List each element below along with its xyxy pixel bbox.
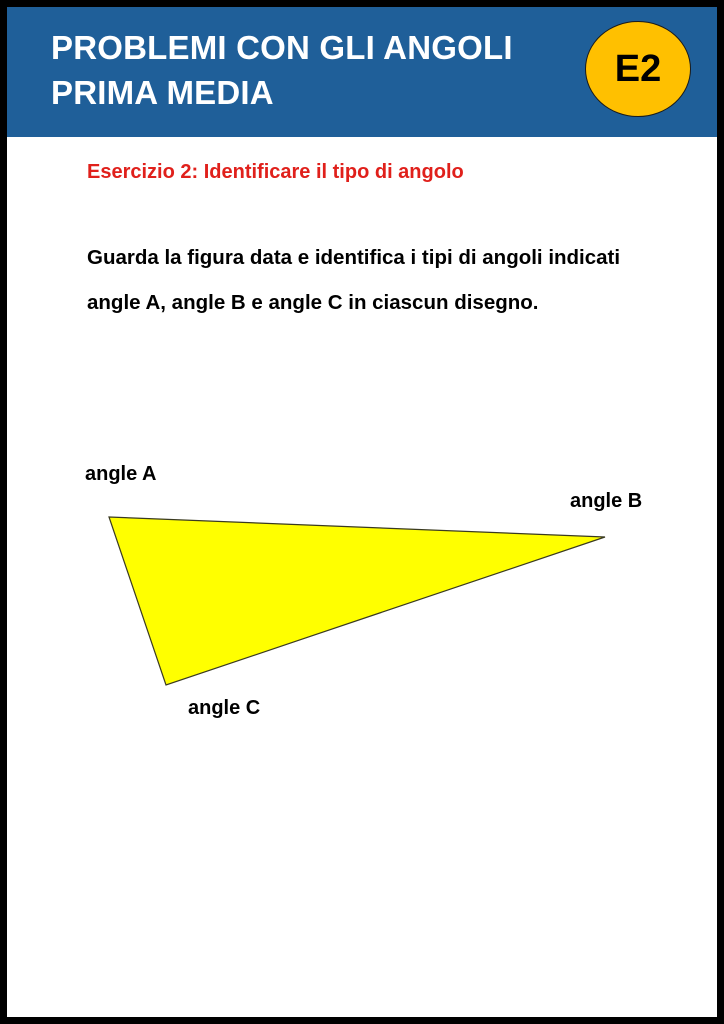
- triangle-shape: [109, 517, 605, 685]
- title-line-2: PRIMA MEDIA: [51, 74, 274, 111]
- worksheet-page: [7, 7, 717, 1017]
- angle-b-label: angle B: [570, 490, 643, 512]
- angle-a-label: angle A: [85, 463, 157, 485]
- exercise-badge: E2: [585, 21, 691, 117]
- exercise-subtitle: Esercizio 2: Identificare il tipo di angolo: [87, 161, 464, 183]
- angle-c-label: angle C: [188, 697, 261, 719]
- title-line-1: PROBLEMI CON GLI ANGOLI: [51, 29, 513, 66]
- exercise-instructions: Guarda la figura data e identifica i tipi di angoli indicati angle A, angle B e angle C in ciascun disegno.: [87, 246, 621, 314]
